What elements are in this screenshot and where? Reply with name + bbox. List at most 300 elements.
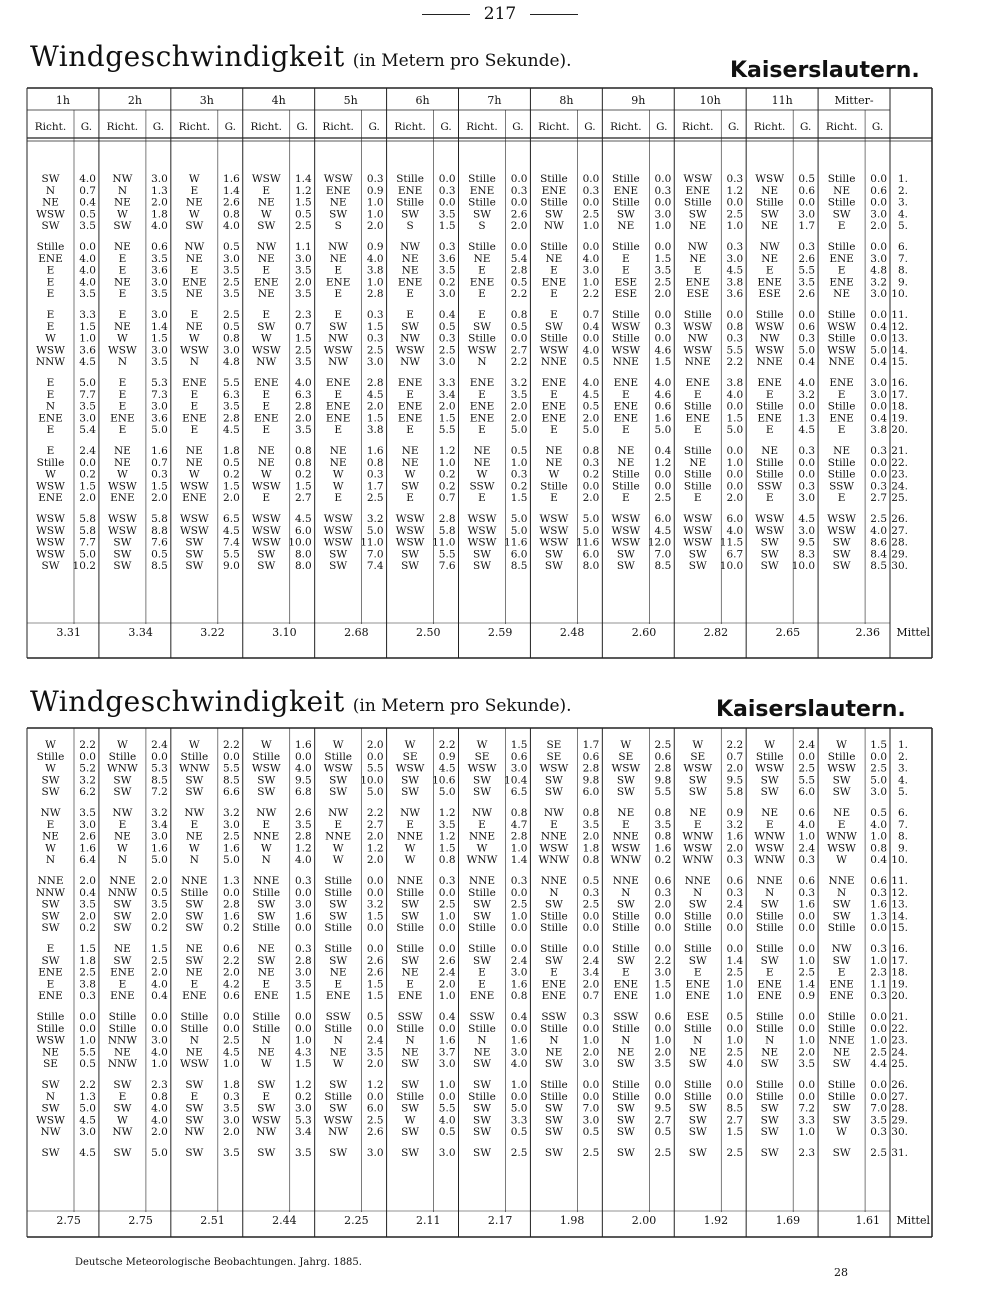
wind-speed: 2.4 <box>582 954 600 967</box>
wind-speed: 1.5 <box>654 356 672 369</box>
wind-direction: E <box>334 978 343 991</box>
wind-speed: 0.0 <box>582 1022 600 1035</box>
wind-direction: WSW <box>683 536 713 549</box>
wind-direction: SW <box>832 560 851 573</box>
wind-direction: SW <box>113 1147 132 1159</box>
wind-speed: 0.0 <box>870 1079 887 1091</box>
wind-direction: SSW <box>469 480 495 493</box>
wind-direction: E <box>478 264 486 277</box>
wind-speed: 5.5 <box>223 377 240 389</box>
wind-speed: 3.5 <box>79 288 96 301</box>
wind-speed: 0.0 <box>654 468 672 481</box>
wind-direction: N <box>549 1034 559 1047</box>
wind-direction: NW <box>328 1126 349 1139</box>
wind-speed: 3.5 <box>438 264 456 277</box>
wind-direction: N <box>261 1034 271 1047</box>
day-number: 7. <box>897 818 908 831</box>
wind-direction: W <box>764 739 776 751</box>
wind-speed: 1.5 <box>294 990 312 1003</box>
wind-direction: WSW <box>683 524 713 537</box>
wind-direction: Stille <box>683 480 712 493</box>
wind-speed: 0.0 <box>726 1079 744 1091</box>
day-number: 4. <box>897 208 908 221</box>
wind-speed: 0.0 <box>798 910 816 923</box>
wind-speed: 3.2 <box>366 898 384 911</box>
wind-speed: 0.0 <box>151 750 168 763</box>
wind-direction: SW <box>473 954 491 967</box>
wind-direction: SW <box>688 548 707 561</box>
wind-direction: Stille <box>755 400 784 413</box>
wind-speed: 0.5 <box>582 1126 600 1139</box>
wind-speed: 0.5 <box>582 356 600 369</box>
wind-direction: Stille <box>683 468 712 481</box>
wind-direction: W <box>404 739 416 751</box>
wind-direction: SW <box>473 774 491 787</box>
wind-speed: 6.3 <box>223 388 240 401</box>
wind-speed: 0.5 <box>223 241 240 253</box>
wind-direction: SW <box>329 560 348 573</box>
wind-direction: Stille <box>755 196 784 209</box>
wind-direction: NE <box>329 196 347 209</box>
wind-speed: 0.5 <box>438 1126 456 1139</box>
wind-speed: 6.3 <box>294 388 312 401</box>
col-g-label: G. <box>296 121 308 133</box>
wind-direction: ESE <box>686 1011 710 1023</box>
wind-direction: SW <box>760 208 779 221</box>
wind-direction: SSW <box>325 1011 351 1023</box>
wind-speed: 7.6 <box>151 536 168 549</box>
wind-direction: Stille <box>540 910 568 923</box>
wind-direction: E <box>837 388 846 401</box>
wind-direction: NE <box>761 1046 779 1059</box>
wind-direction: SW <box>257 1079 276 1091</box>
wind-direction: E <box>550 309 558 321</box>
wind-direction: W <box>620 739 632 751</box>
wind-direction: ENE <box>397 990 423 1003</box>
wind-direction: SW <box>113 1102 132 1115</box>
wind-speed: 3.5 <box>294 356 312 369</box>
wind-direction: SW <box>544 774 563 787</box>
wind-direction: Stille <box>611 922 640 935</box>
wind-direction: NW <box>184 807 205 819</box>
wind-direction: E <box>46 377 55 389</box>
day-number: 9. <box>897 842 908 855</box>
wind-speed: 3.0 <box>151 173 168 185</box>
wind-speed: 2.0 <box>294 276 312 289</box>
wind-direction: Stille <box>827 1090 856 1103</box>
wind-direction: Stille <box>827 1011 856 1023</box>
wind-direction: Stille <box>252 1022 281 1035</box>
wind-direction: E <box>478 978 486 991</box>
wind-direction: E <box>118 264 127 277</box>
wind-speed: 0.4 <box>438 309 456 321</box>
wind-speed: 0.5 <box>79 1058 96 1071</box>
wind-speed: 2.3 <box>294 309 312 321</box>
wind-speed: 3.0 <box>223 1114 240 1127</box>
wind-speed: 1.5 <box>79 320 96 333</box>
wind-speed: 0.6 <box>223 990 240 1003</box>
wind-speed: 0.8 <box>366 456 384 469</box>
wind-speed: 0.0 <box>870 309 887 321</box>
wind-direction: WSW <box>755 842 785 855</box>
wind-speed: 0.3 <box>582 1011 600 1023</box>
wind-direction: E <box>262 264 271 277</box>
day-number: 20. <box>891 990 908 1003</box>
wind-speed: 1.6 <box>294 910 312 923</box>
wind-speed: 0.0 <box>870 456 887 469</box>
wind-speed: 3.0 <box>582 264 600 277</box>
wind-direction: ENE <box>541 184 567 197</box>
wind-direction: Stille <box>827 241 856 253</box>
wind-speed: 0.3 <box>79 990 96 1003</box>
wind-speed: 0.4 <box>654 445 672 457</box>
wind-direction: SW <box>760 1102 779 1115</box>
wind-speed: 0.5 <box>654 1126 672 1139</box>
wind-direction: NE <box>113 456 131 469</box>
wind-direction: W <box>188 842 200 855</box>
wind-speed: 4.5 <box>366 388 384 401</box>
wind-direction: W <box>45 762 56 775</box>
wind-speed: 4.2 <box>223 978 240 991</box>
wind-direction: WSW <box>323 513 353 525</box>
wind-speed: 2.3 <box>798 1147 816 1159</box>
wind-speed: 11.0 <box>432 536 456 549</box>
wind-speed: 1.5 <box>438 412 456 425</box>
day-number: 17. <box>891 954 908 967</box>
wind-speed: 1.0 <box>726 990 744 1003</box>
wind-speed: 0.6 <box>798 807 816 819</box>
wind-direction: WNW <box>466 854 498 867</box>
wind-direction: SW <box>832 910 851 923</box>
wind-speed: 0.0 <box>582 480 600 493</box>
wind-speed: 0.0 <box>798 468 816 481</box>
wind-direction: NNE <box>397 830 424 843</box>
wind-direction: NE <box>761 184 779 197</box>
wind-speed: 3.0 <box>870 208 887 221</box>
wind-speed: 3.5 <box>438 208 456 221</box>
wind-speed: 4.0 <box>79 264 96 277</box>
wind-speed: 0.0 <box>726 400 744 413</box>
wind-direction: SW <box>544 954 563 967</box>
wind-direction: Stille <box>396 1022 424 1035</box>
wind-speed: 2.2 <box>79 1079 96 1091</box>
wind-direction: SW <box>544 320 563 333</box>
wind-speed: 2.4 <box>366 1034 384 1047</box>
wind-direction: SW <box>41 774 60 787</box>
wind-speed: 0.0 <box>294 1011 312 1023</box>
wind-direction: ENE <box>829 276 854 289</box>
wind-direction: E <box>262 400 271 413</box>
wind-direction: E <box>406 388 414 401</box>
wind-speed: 0.0 <box>870 196 887 209</box>
wind-speed: 1.3 <box>870 910 887 923</box>
wind-direction: SW <box>329 786 348 799</box>
wind-direction: NE <box>257 966 275 979</box>
wind-direction: Stille <box>611 480 640 493</box>
wind-speed: 10.2 <box>72 560 96 573</box>
wind-speed: 5.0 <box>510 1102 528 1115</box>
wind-speed: 2.5 <box>654 492 672 505</box>
col-richt-label: Richt. <box>682 121 714 133</box>
wind-direction: Stille <box>324 1022 353 1035</box>
wind-direction: Stille <box>827 400 856 413</box>
wind-direction: ENE <box>182 412 207 425</box>
wind-speed: 3.0 <box>510 762 528 775</box>
wind-direction: E <box>46 978 55 991</box>
wind-direction: N <box>333 1034 343 1047</box>
wind-speed: 0.0 <box>870 750 887 763</box>
wind-speed: 2.6 <box>79 830 96 843</box>
wind-direction: SW <box>329 1102 348 1115</box>
wind-direction: E <box>478 818 486 831</box>
wind-direction: NNE <box>540 875 567 887</box>
wind-speed: 0.4 <box>79 886 96 899</box>
wind-direction: NE <box>329 966 347 979</box>
wind-speed: 4.4 <box>870 1058 887 1071</box>
wind-direction: NW <box>256 241 277 253</box>
day-number: 17. <box>891 388 908 401</box>
wind-direction: ENE <box>541 978 567 991</box>
wind-speed: 0.3 <box>223 1090 240 1103</box>
day-number: 18. <box>891 966 908 979</box>
wind-speed: 0.7 <box>79 184 96 197</box>
wind-speed: 0.3 <box>798 445 816 457</box>
wind-direction: SW <box>473 1126 491 1139</box>
wind-direction: SW <box>616 1147 635 1159</box>
day-number: 2. <box>897 184 908 197</box>
wind-direction: Stille <box>683 309 712 321</box>
wind-speed: 3.0 <box>798 524 816 537</box>
wind-direction: ENE <box>757 990 782 1003</box>
wind-speed: 0.0 <box>510 922 528 935</box>
wind-direction: Stille <box>36 1022 65 1035</box>
wind-direction: WSW <box>539 513 569 525</box>
wind-speed: 0.5 <box>870 807 887 819</box>
wind-direction: Stille <box>755 1090 784 1103</box>
wind-direction: ENE <box>325 990 351 1003</box>
wind-direction: E <box>334 388 343 401</box>
wind-speed: 2.5 <box>151 954 168 967</box>
wind-speed: 2.5 <box>870 1046 887 1059</box>
wind-speed: 3.0 <box>438 1147 456 1159</box>
wind-speed: 2.0 <box>79 910 96 923</box>
wind-speed: 0.3 <box>438 184 456 197</box>
wind-speed: 1.0 <box>870 954 887 967</box>
wind-direction: SSW <box>397 1011 423 1023</box>
wind-speed: 3.6 <box>438 252 456 265</box>
wind-direction: E <box>621 388 630 401</box>
wind-direction: NE <box>689 456 707 469</box>
wind-direction: E <box>837 818 846 831</box>
wind-speed: 6.0 <box>798 786 816 799</box>
wind-direction: E <box>837 492 846 505</box>
wind-direction: WSW <box>611 842 641 855</box>
wind-speed: 0.4 <box>870 320 887 333</box>
wind-speed: 2.5 <box>582 898 600 911</box>
wind-speed: 5.0 <box>366 786 384 799</box>
wind-direction: WSW <box>827 842 856 855</box>
wind-speed: 8.5 <box>654 560 672 573</box>
wind-speed: 0.0 <box>582 1079 600 1091</box>
wind-speed: 8.5 <box>510 560 528 573</box>
wind-direction: N <box>765 886 775 899</box>
wind-speed: 0.0 <box>870 400 887 413</box>
day-number: 14. <box>891 910 908 923</box>
wind-speed: 0.8 <box>438 854 456 867</box>
wind-speed: 3.0 <box>438 288 456 301</box>
wind-speed: 1.3 <box>798 412 816 425</box>
wind-speed: 0.4 <box>870 356 887 369</box>
wind-speed: 0.3 <box>510 468 528 481</box>
wind-direction: E <box>621 252 630 265</box>
wind-speed: 1.4 <box>510 854 528 867</box>
day-number: 5. <box>897 220 908 233</box>
wind-direction: ENE <box>613 377 639 389</box>
wind-speed: 5.0 <box>510 424 528 437</box>
wind-speed: 10.6 <box>432 774 456 787</box>
wind-direction: SW <box>616 208 635 221</box>
wind-direction: NE <box>833 807 851 819</box>
wind-speed: 3.0 <box>726 252 744 265</box>
footer-source: Deutsche Meteorologische Beobachtungen. Jahrg. 1885. <box>75 1257 362 1268</box>
wind-speed: 0.0 <box>654 943 672 955</box>
wind-direction: E <box>118 252 127 265</box>
wind-speed: 1.5 <box>79 480 96 493</box>
wind-direction: Stille <box>755 1011 784 1023</box>
wind-direction: SW <box>688 208 707 221</box>
wind-direction: SW <box>113 220 132 233</box>
wind-speed: 9.8 <box>582 774 600 787</box>
wind-direction: E <box>765 388 774 401</box>
wind-speed: 3.5 <box>223 264 240 277</box>
wind-speed: 1.5 <box>870 739 887 751</box>
hour-label-12: Mitter- <box>834 94 874 107</box>
wind-direction: ENE <box>829 377 854 389</box>
wind-direction: SW <box>257 548 276 561</box>
wind-speed: 0.0 <box>79 1022 96 1035</box>
wind-speed: 3.0 <box>798 492 816 505</box>
wind-direction: ENE <box>685 276 711 289</box>
wind-speed: 2.0 <box>151 492 168 505</box>
wind-speed: 3.5 <box>79 220 96 233</box>
wind-speed: 0.8 <box>151 1090 168 1103</box>
wind-speed: 1.2 <box>294 1079 312 1091</box>
wind-direction: WSW <box>827 762 856 775</box>
wind-speed: 0.0 <box>582 922 600 935</box>
wind-direction: WSW <box>36 524 65 537</box>
daily-mean-value: 2.60 <box>631 626 657 639</box>
wind-direction: SW <box>113 536 132 549</box>
day-number: 26. <box>891 513 908 525</box>
wind-direction: W <box>260 842 272 855</box>
wind-direction: SW <box>688 774 707 787</box>
wind-speed: 4.5 <box>223 524 240 537</box>
wind-direction: ESE <box>686 288 710 301</box>
wind-direction: ENE <box>110 966 135 979</box>
wind-speed: 4.0 <box>366 252 384 265</box>
wind-direction: SW <box>616 898 635 911</box>
wind-speed: 2.5 <box>654 739 672 751</box>
daily-mean-value: 1.69 <box>775 1214 801 1227</box>
wind-speed: 1.5 <box>151 480 168 493</box>
wind-direction: W <box>404 468 416 481</box>
day-number: 8. <box>897 830 908 843</box>
wind-speed: 2.2 <box>223 739 240 751</box>
wind-speed: 3.5 <box>798 276 816 289</box>
wind-speed: 2.5 <box>726 1147 744 1159</box>
wind-direction: WSW <box>251 536 281 549</box>
wind-speed: 2.8 <box>294 830 312 843</box>
wind-direction: E <box>693 424 702 437</box>
wind-speed: 7.0 <box>366 548 384 561</box>
wind-speed: 2.0 <box>223 966 240 979</box>
wind-speed: 2.0 <box>798 1046 816 1059</box>
wind-direction: WSW <box>36 1114 65 1127</box>
wind-speed: 3.2 <box>510 377 528 389</box>
wind-speed: 5.5 <box>726 344 744 357</box>
wind-direction: ESE <box>614 288 638 301</box>
wind-direction: NE <box>113 196 131 209</box>
wind-direction: NE <box>329 456 347 469</box>
wind-speed: 0.6 <box>582 750 600 763</box>
wind-speed: 1.0 <box>870 830 887 843</box>
wind-direction: ESE <box>614 276 638 289</box>
wind-direction: Stille <box>611 1022 640 1035</box>
wind-direction: E <box>46 320 55 333</box>
wind-speed: 3.5 <box>582 818 600 831</box>
wind-speed: 0.3 <box>798 241 816 253</box>
wind-direction: NE <box>113 320 131 333</box>
wind-speed: 10.0 <box>719 560 744 573</box>
wind-direction: NE <box>473 252 491 265</box>
wind-speed: 0.4 <box>582 320 600 333</box>
wind-speed: 5.3 <box>294 1114 312 1127</box>
wind-speed: 0.6 <box>151 241 168 253</box>
wind-speed: 2.2 <box>582 288 600 301</box>
wind-speed: 2.6 <box>510 208 528 221</box>
wind-direction: Stille <box>540 196 568 209</box>
wind-direction: WSW <box>323 524 353 537</box>
wind-speed: 0.7 <box>582 990 600 1003</box>
wind-speed: 2.2 <box>79 739 96 751</box>
wind-speed: 1.1 <box>870 978 887 991</box>
wind-speed: 4.0 <box>79 252 96 265</box>
wind-speed: 1.6 <box>510 978 528 991</box>
wind-speed: 2.8 <box>223 412 240 425</box>
wind-speed: 0.3 <box>798 332 816 345</box>
wind-direction: ENE <box>613 978 639 991</box>
col-richt-label: Richt. <box>538 121 570 133</box>
wind-speed: 0.2 <box>510 480 528 493</box>
wind-direction: WNW <box>610 854 642 867</box>
wind-direction: N <box>549 886 559 899</box>
wind-direction: W <box>836 854 847 867</box>
wind-direction: WSW <box>755 344 785 357</box>
wind-speed: 0.2 <box>438 480 456 493</box>
wind-speed: 0.0 <box>79 750 96 763</box>
wind-direction: ENE <box>541 400 567 413</box>
wind-speed: 1.0 <box>510 1079 528 1091</box>
wind-direction: E <box>478 966 486 979</box>
wind-speed: 0.6 <box>798 184 816 197</box>
wind-direction: E <box>621 966 630 979</box>
wind-direction: ENE <box>397 276 423 289</box>
hour-label-8: 8h <box>559 94 574 107</box>
wind-speed: 5.0 <box>79 377 96 389</box>
wind-speed: 2.5 <box>798 966 816 979</box>
wind-speed: 3.0 <box>79 818 96 831</box>
wind-direction: ENE <box>541 412 567 425</box>
